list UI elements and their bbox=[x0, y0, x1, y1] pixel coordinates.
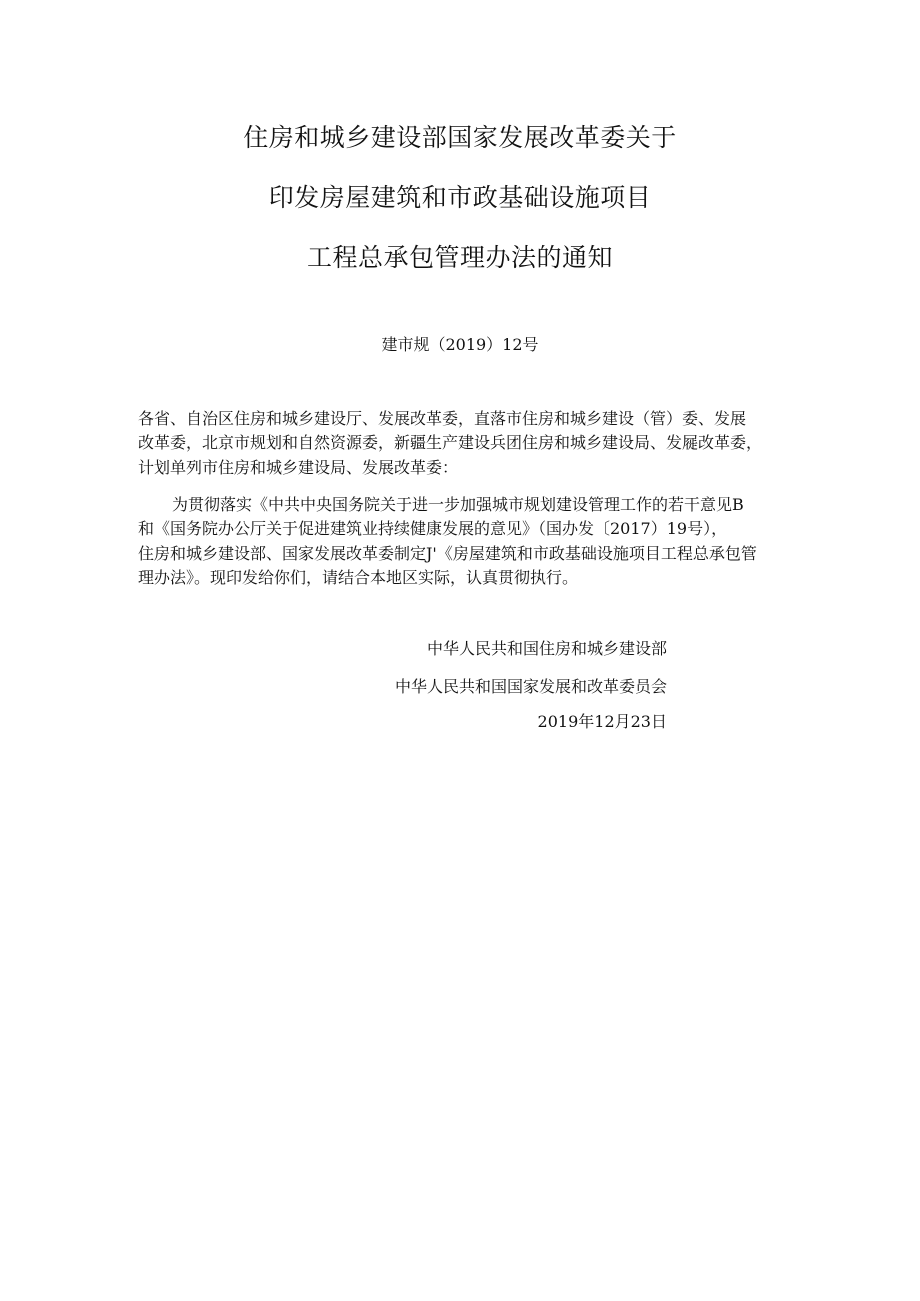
document-number: 建市规（2019）12号 bbox=[381, 335, 539, 354]
body-line-1: 为贯彻落实《中共中央国务院关于进一步加强城市规划建设管理工作的若干意见B bbox=[172, 495, 744, 514]
signature-org-housing: 中华人民共和国住房和城乡建设部 bbox=[426, 639, 667, 658]
body-line-4: 理办法》。现印发给你们，请结合本地区实际，认真贯彻执行。 bbox=[138, 568, 579, 587]
title-line-1: 住房和城乡建设部国家发展改革委关于 bbox=[243, 123, 677, 152]
recipients-line-3: 计划单列市住房和城乡建设局、发展改革委： bbox=[138, 458, 459, 477]
body-line-2: 和《国务院办公厅关于促进建筑业持续健康发展的意见》（国办发〔2017）19号）， bbox=[138, 519, 728, 538]
recipients-line-1: 各省、自治区住房和城乡建设厅、发展改革委，直落市住房和城乡建设（管）委、发展 bbox=[138, 409, 747, 428]
title-line-2: 印发房屋建筑和市政基础设施项目 bbox=[268, 183, 652, 212]
title-line-3: 工程总承包管理办法的通知 bbox=[306, 243, 613, 272]
signature-date: 2019年12月23日 bbox=[537, 712, 667, 731]
body-line-3: 住房和城乡建设部、国家发展改革委制定J'《房屋建筑和市政基础设施项目工程总承包管 bbox=[138, 544, 757, 563]
signature-org-ndrc: 中华人民共和国国家发展和改革委员会 bbox=[394, 677, 667, 696]
recipients-line-2: 改革委，北京市规划和自然资源委，新疆生产建设兵团住房和城乡建设局、发屣改革委， bbox=[138, 433, 763, 452]
